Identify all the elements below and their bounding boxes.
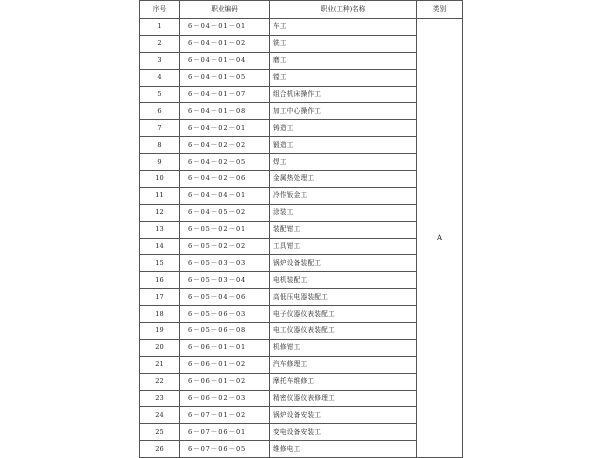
row-occupation-name: 电机装配工 <box>270 272 417 289</box>
row-occupation-name: 锻造工 <box>270 137 417 154</box>
row-seq: 8 <box>140 137 180 154</box>
row-code: 6－06－02－03 <box>180 390 270 407</box>
row-seq: 24 <box>140 407 180 424</box>
row-occupation-name: 电子仪器仪表装配工 <box>270 306 417 323</box>
table-row <box>140 221 463 238</box>
row-seq: 16 <box>140 272 180 289</box>
table-row <box>140 154 463 171</box>
table-row <box>140 424 463 441</box>
table-row <box>140 69 463 86</box>
row-occupation-name: 焊工 <box>270 154 417 171</box>
header-seq: 序号 <box>140 1 180 19</box>
row-seq: 5 <box>140 86 180 103</box>
row-seq: 3 <box>140 52 180 69</box>
table-row <box>140 238 463 255</box>
row-code: 6－05－02－01 <box>180 221 270 238</box>
row-code: 6－07－06－01 <box>180 424 270 441</box>
category-cell: A <box>417 19 463 458</box>
row-code: 6－04－02－02 <box>180 137 270 154</box>
row-seq: 2 <box>140 35 180 52</box>
row-occupation-name: 维修电工 <box>270 441 417 458</box>
row-occupation-name: 组合机床操作工 <box>270 86 417 103</box>
table-row <box>140 120 463 137</box>
header-code: 职业编码 <box>180 1 270 19</box>
occupation-table <box>139 0 463 458</box>
row-seq: 4 <box>140 69 180 86</box>
row-code: 6－04－04－01 <box>180 187 270 204</box>
row-occupation-name: 加工中心操作工 <box>270 103 417 120</box>
table-row <box>140 204 463 221</box>
row-seq: 18 <box>140 306 180 323</box>
row-code: 6－04－05－02 <box>180 204 270 221</box>
row-occupation-name: 精密仪器仪表修理工 <box>270 390 417 407</box>
row-code: 6－06－01－02 <box>180 373 270 390</box>
row-code: 6－04－01－04 <box>180 52 270 69</box>
row-seq: 13 <box>140 221 180 238</box>
row-code: 6－05－02－02 <box>180 238 270 255</box>
row-seq: 17 <box>140 289 180 306</box>
table-row <box>140 289 463 306</box>
row-seq: 21 <box>140 356 180 373</box>
row-occupation-name: 高低压电器装配工 <box>270 289 417 306</box>
row-code: 6－04－02－01 <box>180 120 270 137</box>
table-body <box>140 19 463 458</box>
row-code: 6－04－01－01 <box>180 19 270 36</box>
row-seq: 25 <box>140 424 180 441</box>
row-occupation-name: 机修钳工 <box>270 339 417 356</box>
row-seq: 6 <box>140 103 180 120</box>
row-seq: 10 <box>140 171 180 188</box>
table-row <box>140 255 463 272</box>
row-seq: 7 <box>140 120 180 137</box>
row-code: 6－04－01－07 <box>180 86 270 103</box>
row-code: 6－07－06－05 <box>180 441 270 458</box>
table-row <box>140 19 463 36</box>
row-code: 6－05－03－04 <box>180 272 270 289</box>
row-seq: 14 <box>140 238 180 255</box>
row-code: 6－06－01－02 <box>180 356 270 373</box>
row-code: 6－05－06－03 <box>180 306 270 323</box>
row-code: 6－06－01－01 <box>180 339 270 356</box>
table-row <box>140 35 463 52</box>
row-code: 6－04－01－05 <box>180 69 270 86</box>
row-code: 6－05－06－08 <box>180 323 270 340</box>
row-occupation-name: 工具钳工 <box>270 238 417 255</box>
row-seq: 20 <box>140 339 180 356</box>
occupation-table-sheet <box>139 0 462 453</box>
header-name: 职业(工种)名称 <box>270 1 417 19</box>
row-seq: 1 <box>140 19 180 36</box>
row-occupation-name: 电工仪器仪表装配工 <box>270 323 417 340</box>
row-seq: 22 <box>140 373 180 390</box>
row-occupation-name: 变电设备安装工 <box>270 424 417 441</box>
table-row <box>140 339 463 356</box>
row-code: 6－07－01－02 <box>180 407 270 424</box>
row-seq: 15 <box>140 255 180 272</box>
table-row <box>140 441 463 458</box>
row-occupation-name: 磨工 <box>270 52 417 69</box>
table-row <box>140 52 463 69</box>
table-row <box>140 187 463 204</box>
table-row <box>140 272 463 289</box>
row-code: 6－04－01－02 <box>180 35 270 52</box>
table-row <box>140 407 463 424</box>
row-seq: 11 <box>140 187 180 204</box>
row-code: 6－05－04－06 <box>180 289 270 306</box>
header-category: 类别 <box>417 1 463 19</box>
row-occupation-name: 摩托车维修工 <box>270 373 417 390</box>
table-row <box>140 373 463 390</box>
row-occupation-name: 装配钳工 <box>270 221 417 238</box>
row-occupation-name: 冷作钣金工 <box>270 187 417 204</box>
table-row <box>140 390 463 407</box>
table-row <box>140 103 463 120</box>
row-occupation-name: 车工 <box>270 19 417 36</box>
row-seq: 9 <box>140 154 180 171</box>
row-seq: 19 <box>140 323 180 340</box>
table-row <box>140 137 463 154</box>
table-header-row <box>140 1 463 19</box>
row-code: 6－04－02－05 <box>180 154 270 171</box>
row-code: 6－04－01－08 <box>180 103 270 120</box>
table-row <box>140 356 463 373</box>
row-occupation-name: 镗工 <box>270 69 417 86</box>
row-code: 6－05－03－03 <box>180 255 270 272</box>
row-code: 6－04－02－06 <box>180 171 270 188</box>
row-occupation-name: 锅炉设备装配工 <box>270 255 417 272</box>
row-occupation-name: 铸造工 <box>270 120 417 137</box>
table-row <box>140 306 463 323</box>
row-seq: 12 <box>140 204 180 221</box>
row-occupation-name: 锅炉设备安装工 <box>270 407 417 424</box>
row-occupation-name: 铣工 <box>270 35 417 52</box>
table-row <box>140 171 463 188</box>
row-seq: 23 <box>140 390 180 407</box>
row-seq: 26 <box>140 441 180 458</box>
row-occupation-name: 汽车修理工 <box>270 356 417 373</box>
row-occupation-name: 涂装工 <box>270 204 417 221</box>
row-occupation-name: 金属热处理工 <box>270 171 417 188</box>
table-row <box>140 323 463 340</box>
table-row <box>140 86 463 103</box>
